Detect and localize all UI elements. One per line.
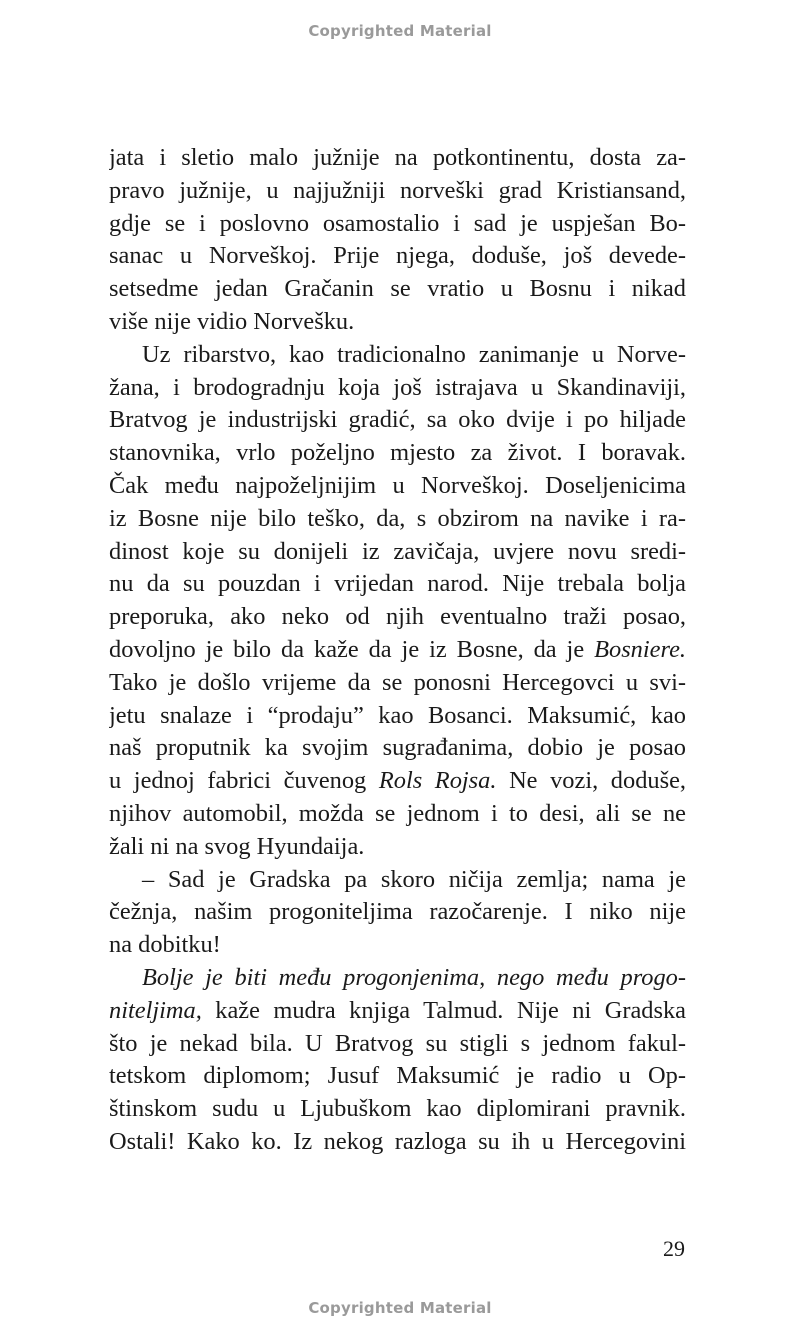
text-segment: tetskom diplomom; Jusuf Maksumić je radio u Op-: [109, 1062, 686, 1090]
text-line: [109, 732, 686, 765]
page-number: 29: [663, 1236, 685, 1261]
copyright-watermark-top: Copyrighted Material: [308, 22, 492, 40]
text-segment: sanac u Norveškoj. Prije njega, doduše, još devede-: [109, 242, 686, 270]
text-line: [109, 536, 686, 569]
text-segment: kaže mudra knjiga Talmud. Nije ni Gradska: [201, 996, 686, 1024]
text-line: [109, 995, 686, 1028]
text-segment: dinost koje su donijeli iz zavičaja, uvjere novu sredi-: [109, 537, 686, 565]
text-line: [109, 1060, 686, 1093]
text-segment: pravo južnije, u najjužniji norveški grad Kristiansand,: [109, 176, 686, 204]
text-line: [109, 864, 686, 897]
text-line: [109, 470, 686, 503]
body-text: [109, 142, 686, 1159]
text-segment: Uz ribarstvo, kao tradicionalno zanimanje u Norve-: [142, 340, 686, 368]
copyright-watermark-bottom: Copyrighted Material: [308, 1299, 492, 1317]
text-line: [109, 929, 686, 962]
text-line: [109, 437, 686, 470]
text-segment: jetu snalaze i “prodaju” kao Bosanci. Maksumić, kao: [109, 701, 686, 729]
text-segment: gdje se i poslovno osamostalio i sad je uspješan Bo-: [109, 209, 686, 237]
text-segment: nu da su pouzdan i vrijedan narod. Nije trebala bolja: [109, 570, 686, 598]
text-line: [109, 568, 686, 601]
text-segment: u jednoj fabrici čuvenog: [109, 767, 379, 795]
text-line: [109, 404, 686, 437]
italic-text: Rols Rojsa.: [378, 767, 497, 795]
text-line: [109, 372, 686, 405]
text-line: [109, 1093, 686, 1126]
italic-text: Bolje je biti među progonjenima, nego među progo-: [142, 963, 686, 991]
text-segment: njihov automobil, možda se jednom i to desi, ali se ne: [109, 799, 686, 827]
text-segment: – Sad je Gradska pa skoro ničija zemlja; nama je: [142, 865, 686, 893]
text-line: [109, 962, 686, 995]
text-segment: jata i sletio malo južnije na potkontinentu, dosta za-: [109, 144, 686, 171]
text-line: [109, 273, 686, 306]
text-segment: žana, i brodogradnju koja još istrajava u Skandinaviji,: [109, 373, 686, 401]
text-line: [109, 601, 686, 634]
text-segment: više nije vidio Norvešku.: [109, 307, 355, 335]
text-segment: Čak među najpoželjnijim u Norveškoj. Doseljenicima: [109, 471, 686, 499]
text-line: [109, 700, 686, 733]
text-segment: preporuka, ako neko od njih eventualno traži posao,: [109, 603, 686, 631]
text-segment: setsedme jedan Gračanin se vratio u Bosnu i nikad: [109, 275, 686, 303]
text-line: [109, 306, 686, 339]
text-line: [109, 798, 686, 831]
text-line: [109, 503, 686, 536]
text-line: [109, 339, 686, 372]
text-segment: Tako je došlo vrijeme da se ponosni Hercegovci u svi-: [109, 668, 686, 696]
text-line: [109, 208, 686, 241]
text-line: [109, 667, 686, 700]
text-line: [109, 896, 686, 929]
text-line: [109, 175, 686, 208]
text-line: [109, 634, 686, 667]
text-segment: Ostali! Kako ko. Iz nekog razloga su ih u Hercegovini: [109, 1127, 686, 1155]
text-segment: stanovnika, vrlo poželjno mjesto za život. I boravak.: [109, 439, 686, 467]
text-segment: što je nekad bila. U Bratvog su stigli s jednom fakul-: [109, 1029, 686, 1057]
text-segment: dovoljno je bilo da kaže da je iz Bosne, da je: [109, 635, 595, 663]
text-segment: naš proputnik ka svojim sugrađanima, dobio je posao: [109, 734, 686, 762]
text-segment: Ne vozi, doduše,: [496, 767, 686, 795]
text-segment: Bratvog je industrijski gradić, sa oko dvije i po hiljade: [109, 406, 686, 434]
italic-text: Bosniere.: [594, 635, 686, 663]
text-line: [109, 1028, 686, 1061]
text-segment: žali ni na svog Hyundaija.: [109, 832, 365, 860]
text-line: [109, 142, 686, 175]
text-segment: štinskom sudu u Ljubuškom kao diplomirani pravnik.: [109, 1095, 686, 1123]
text-line: [109, 1126, 686, 1159]
italic-text: niteljima,: [109, 996, 202, 1024]
text-segment: na dobitku!: [109, 931, 221, 959]
text-segment: čežnja, našim progoniteljima razočarenje. I niko nije: [109, 898, 686, 926]
text-line: [109, 240, 686, 273]
text-line: [109, 765, 686, 798]
text-segment: iz Bosne nije bilo teško, da, s obzirom na navike i ra-: [109, 504, 686, 532]
text-line: [109, 831, 686, 864]
